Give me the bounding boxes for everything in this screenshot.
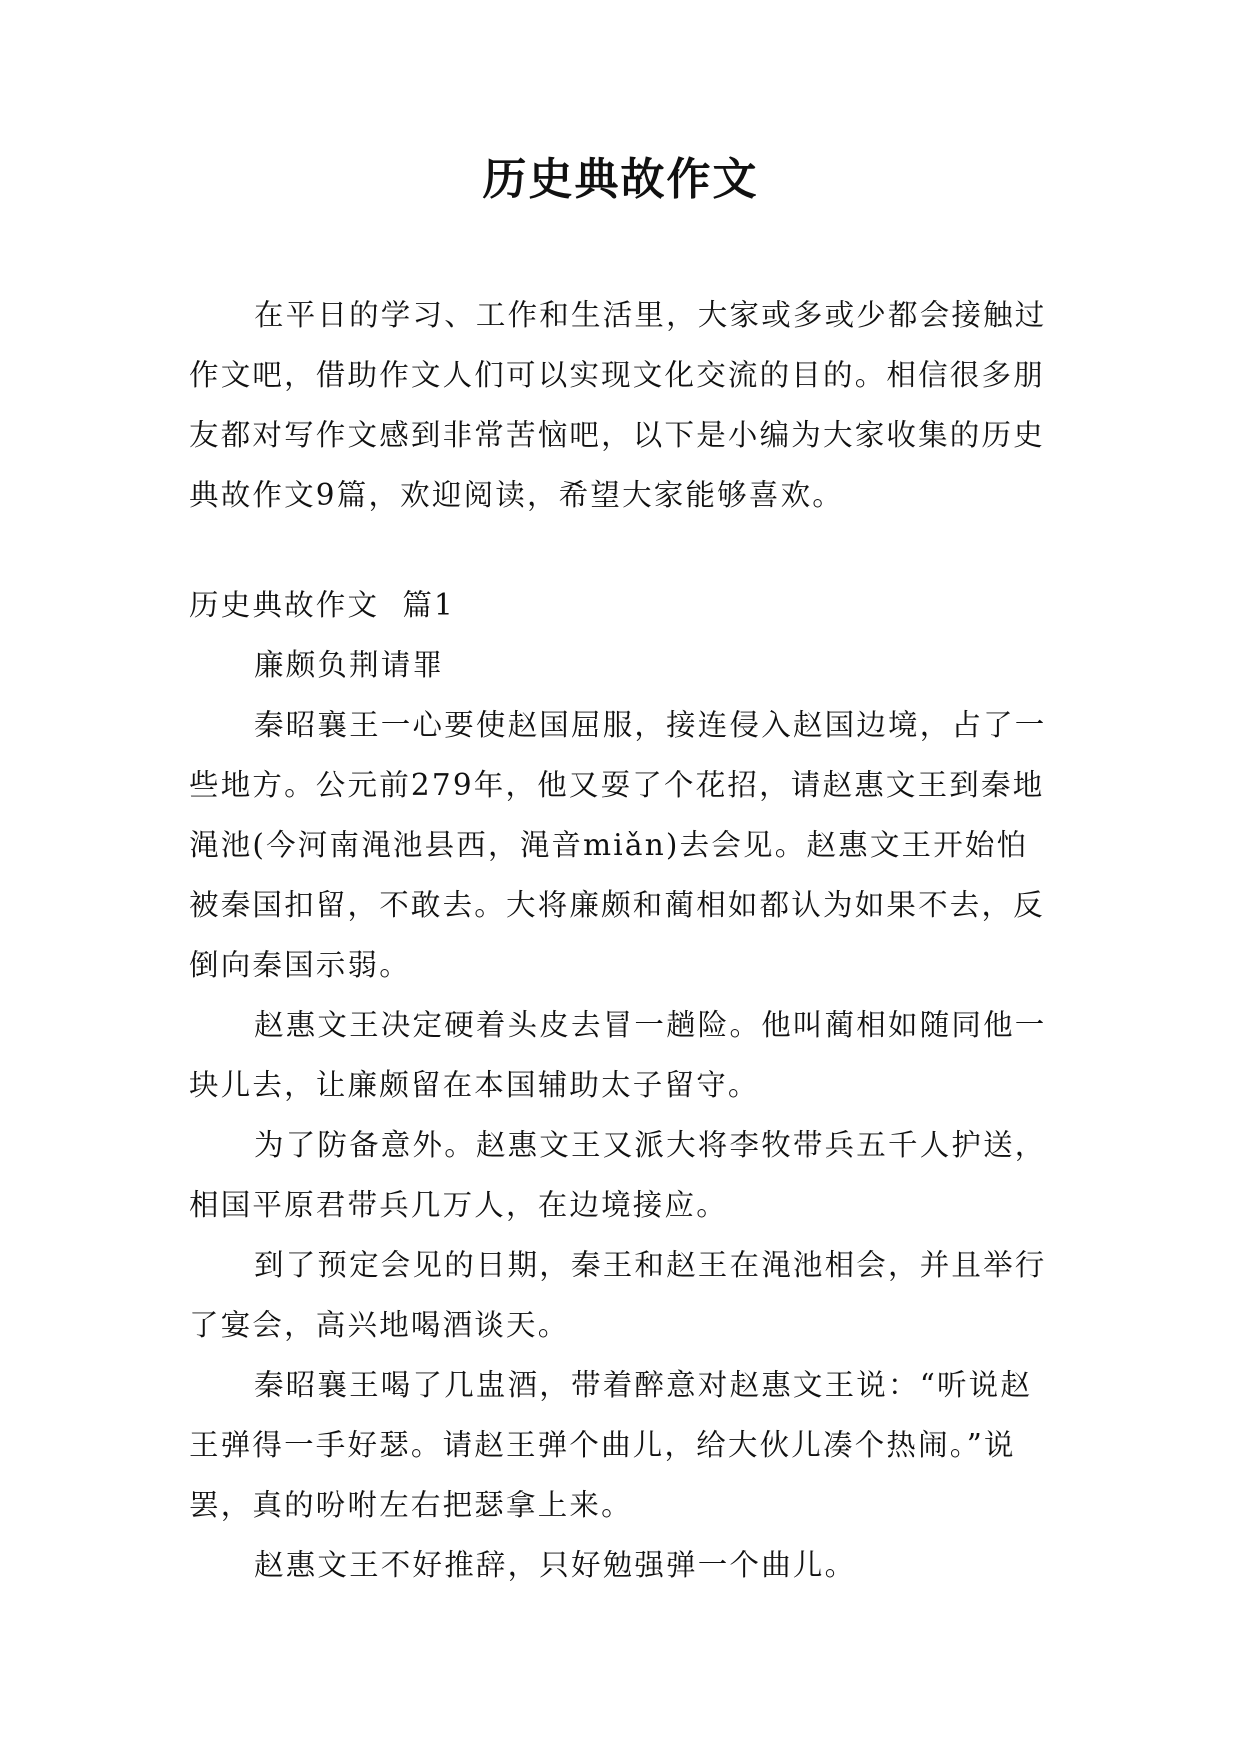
intro-paragraph: 在平日的学习、工作和生活里，大家或多或少都会接触过作文吧，借助作文人们可以实现文化交流的目的。相信很多朋友都对写作文感到非常苦恼吧，以下是小编为大家收集的历史典故作文9篇，欢迎阅读，希望大家能够喜欢。 xyxy=(189,298,1047,512)
intro-section xyxy=(189,285,1051,525)
body-paragraph: 赵惠文王不好推辞，只好勉强弹一个曲儿。 xyxy=(254,1548,857,1582)
story-title: 廉颇负荆请罪 xyxy=(254,648,445,682)
body-paragraph: 秦昭襄王一心要使赵国屈服，接连侵入赵国边境，占了一些地方。公元前279年，他又耍了个花招，请赵惠文王到秦地渑池(今河南渑池县西，渑音miǎn)去会见。赵惠文王开始怕被秦国扣留，不敢去。大将廉颇和蔺相如都认为如果不去，反倒向秦国示弱。 xyxy=(189,708,1047,982)
body-paragraph: 到了预定会见的日期，秦王和赵王在渑池相会，并且举行了宴会，高兴地喝酒谈天。 xyxy=(189,1248,1047,1342)
section-heading: 历史典故作文 篇1 xyxy=(189,588,456,622)
essay-section xyxy=(189,575,1051,1595)
body-paragraph: 为了防备意外。赵惠文王又派大将李牧带兵五千人护送，相国平原君带兵几万人，在边境接应。 xyxy=(189,1128,1047,1222)
body-paragraph: 秦昭襄王喝了几盅酒，带着醉意对赵惠文王说：“听说赵王弹得一手好瑟。请赵王弹个曲儿，给大伙儿凑个热闹。”说罢，真的吩咐左右把瑟拿上来。 xyxy=(189,1368,1033,1522)
page-title: 历史典故作文 xyxy=(482,154,759,205)
body-paragraph: 赵惠文王决定硬着头皮去冒一趟险。他叫蔺相如随同他一块儿去，让廉颇留在本国辅助太子留守。 xyxy=(189,1008,1047,1102)
